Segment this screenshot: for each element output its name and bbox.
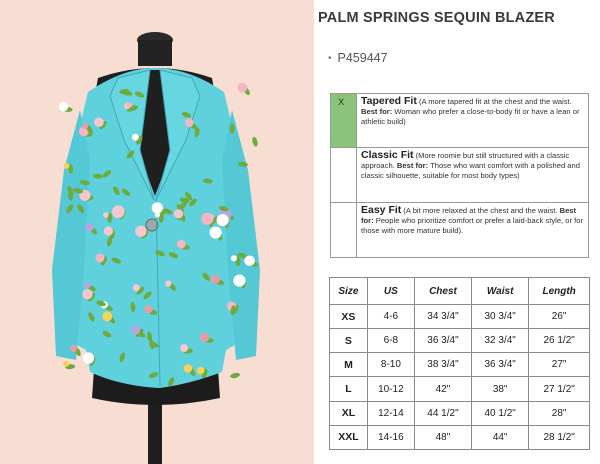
flower-shape xyxy=(131,325,140,334)
length-cell: 28 1/2" xyxy=(529,425,590,449)
sku-row xyxy=(328,51,388,65)
fit-name: Classic Fit xyxy=(361,149,414,161)
flower-shape xyxy=(70,345,77,352)
chest-cell: 38 3/4" xyxy=(414,353,471,377)
stand-pole xyxy=(148,395,162,464)
fit-row-easy[interactable] xyxy=(331,203,589,258)
length-cell: 28" xyxy=(529,401,590,425)
flower-shape xyxy=(94,117,104,127)
length-cell: 27" xyxy=(529,353,590,377)
fit-mark[interactable] xyxy=(331,203,357,258)
size-chart-table xyxy=(329,277,590,450)
flower-shape xyxy=(237,83,247,93)
size-cell: XXL xyxy=(330,425,368,449)
fit-description xyxy=(357,203,589,258)
header-chest: Chest xyxy=(414,278,471,305)
fit-row-tapered[interactable] xyxy=(331,94,589,148)
flower-shape xyxy=(197,367,205,375)
fit-name: Easy Fit xyxy=(361,204,402,216)
us-cell: 8-10 xyxy=(367,353,414,377)
us-cell: 14-16 xyxy=(367,425,414,449)
flower-shape xyxy=(84,282,91,289)
size-row xyxy=(330,353,590,377)
length-cell: 26" xyxy=(529,305,590,329)
flower-shape xyxy=(231,255,237,261)
form-neck xyxy=(138,40,172,66)
header-waist: Waist xyxy=(472,278,529,305)
flower-shape xyxy=(83,352,94,363)
fit-name: Tapered Fit xyxy=(361,95,417,107)
best-for-text: Woman who prefer a close-to-body fit or have a lean or athletic build) xyxy=(361,107,580,126)
fit-desc-text: (A bit more relaxed at the chest and the waist. xyxy=(403,206,560,215)
flower-shape xyxy=(185,119,194,128)
fit-mark[interactable]: X xyxy=(331,94,357,148)
waist-cell: 32 3/4" xyxy=(472,329,529,353)
flower-shape xyxy=(244,255,254,265)
flower-shape xyxy=(211,275,220,284)
flower-shape xyxy=(174,209,183,218)
size-cell: L xyxy=(330,377,368,401)
us-cell: 12-14 xyxy=(367,401,414,425)
waist-cell: 30 3/4" xyxy=(472,305,529,329)
fit-description xyxy=(357,148,589,203)
flower-shape xyxy=(103,212,109,218)
flower-shape xyxy=(201,213,213,225)
best-for-text: People who prioritize comfort or prefer a laid-back style, or for those with more mature build). xyxy=(361,216,583,235)
size-cell: XL xyxy=(330,401,368,425)
fit-table xyxy=(330,93,589,258)
fit-desc-text: (A more tapered fit at the chest and the waist. xyxy=(418,97,572,106)
leaf-shape xyxy=(230,372,241,379)
flower-shape xyxy=(217,214,229,226)
flower-shape xyxy=(85,223,93,231)
size-row xyxy=(330,329,590,353)
flower-shape xyxy=(64,163,70,169)
flower-shape xyxy=(135,226,146,237)
flower-shape xyxy=(102,311,112,321)
length-cell: 26 1/2" xyxy=(529,329,590,353)
fit-row-classic[interactable] xyxy=(331,148,589,203)
chest-cell: 48" xyxy=(414,425,471,449)
header-length: Length xyxy=(529,278,590,305)
leaf-shape xyxy=(251,136,258,147)
fit-desc-text: (More roomie but still structured with a classic approach. xyxy=(361,151,570,170)
chest-cell: 44 1/2" xyxy=(414,401,471,425)
best-for-text: Those who want comfort with a polished and classic silhouette, suitable for most body types) xyxy=(361,161,580,180)
flower-shape xyxy=(144,305,152,313)
us-cell: 10-12 xyxy=(367,377,414,401)
size-row xyxy=(330,401,590,425)
flower-shape xyxy=(210,227,222,239)
flower-shape xyxy=(177,240,186,249)
product-title: PALM SPRINGS SEQUIN BLAZER xyxy=(318,10,555,26)
size-cell: S xyxy=(330,329,368,353)
size-row xyxy=(330,377,590,401)
flower-shape xyxy=(152,202,163,213)
flower-shape xyxy=(63,361,69,367)
waist-cell: 44" xyxy=(472,425,529,449)
size-row xyxy=(330,305,590,329)
flower-shape xyxy=(132,134,139,141)
size-row xyxy=(330,425,590,449)
best-for-label: Best for: xyxy=(361,206,577,225)
flower-shape xyxy=(233,274,245,286)
product-sku: P459447 xyxy=(337,51,388,65)
flower-shape xyxy=(133,284,140,291)
flower-shape xyxy=(112,205,125,218)
flower-shape xyxy=(180,344,188,352)
waist-cell: 38" xyxy=(472,377,529,401)
fit-mark[interactable] xyxy=(331,148,357,203)
length-cell: 27 1/2" xyxy=(529,377,590,401)
waist-cell: 40 1/2" xyxy=(472,401,529,425)
flower-shape xyxy=(82,123,88,129)
best-for-label: Best for: xyxy=(396,161,429,170)
flower-shape xyxy=(95,253,104,262)
size-cell: XS xyxy=(330,305,368,329)
best-for-label: Best for: xyxy=(361,107,393,116)
us-cell: 4-6 xyxy=(367,305,414,329)
bullet-icon: • xyxy=(328,52,332,64)
flower-shape xyxy=(200,333,209,342)
flower-shape xyxy=(165,280,171,286)
fit-description xyxy=(357,94,589,148)
header-size: Size xyxy=(330,278,368,305)
flower-shape xyxy=(59,102,68,111)
size-chart-header-row xyxy=(330,278,590,305)
flower-shape xyxy=(184,364,193,373)
size-cell: M xyxy=(330,353,368,377)
flower-shape xyxy=(104,226,113,235)
header-us: US xyxy=(367,278,414,305)
flower-shape xyxy=(155,212,160,217)
us-cell: 6-8 xyxy=(367,329,414,353)
chest-cell: 34 3/4" xyxy=(414,305,471,329)
waist-cell: 36 3/4" xyxy=(472,353,529,377)
chest-cell: 42" xyxy=(414,377,471,401)
chest-cell: 36 3/4" xyxy=(414,329,471,353)
flower-shape xyxy=(126,102,132,108)
